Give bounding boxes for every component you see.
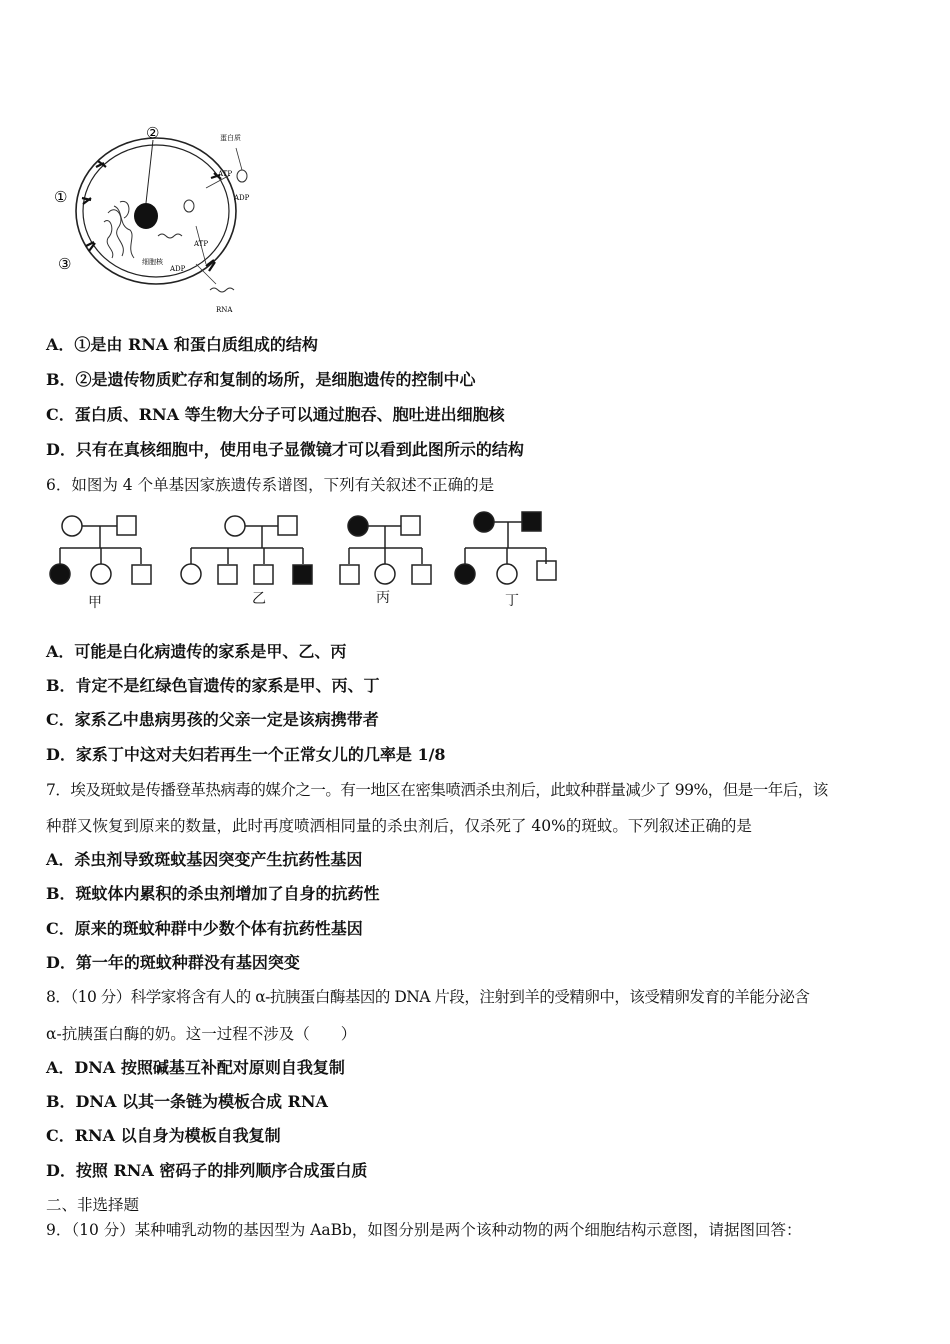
nucleolus — [134, 203, 158, 229]
q8-option-b: B．DNA 以其一条链为模板合成 RNA — [46, 1092, 328, 1111]
pedigree-label-jia: 甲 — [88, 595, 102, 611]
q8-option-c: C．RNA 以自身为模板自我复制 — [46, 1126, 281, 1145]
label-rna: RNA — [216, 306, 233, 314]
q5-option-d: D．只有在真核细胞中，使用电子显微镜才可以看到此图所示的结构 — [46, 440, 524, 459]
q8-option-a: A．DNA 按照碱基互补配对原则自我复制 — [46, 1058, 345, 1077]
q6-option-b: B．肯定不是红绿色盲遗传的家系是甲、丙、丁 — [46, 676, 380, 695]
q6-option-d: D．家系丁中这对夫妇若再生一个正常女儿的几率是 1/8 — [46, 745, 446, 764]
label-adp-2: ADP — [170, 265, 186, 273]
label-2: ② — [146, 124, 160, 142]
q8-option-d: D．按照 RNA 密码子的排列顺序合成蛋白质 — [46, 1161, 368, 1180]
q5-option-c: C．蛋白质、RNA 等生物大分子可以通过胞吞、胞吐进出细胞核 — [46, 405, 505, 424]
q6-option-a: A．可能是白化病遗传的家系是甲、乙、丙 — [46, 642, 347, 661]
label-protein: 蛋白质 — [220, 134, 241, 142]
q7-stem-line1: 7．埃及斑蚊是传播登革热病毒的媒介之一。有一地区在密集喷洒杀虫剂后，此蚊种群量减少了 99%，但是一年后，该 — [46, 781, 828, 799]
pedigree-label-ding: 丁 — [505, 593, 519, 609]
label-adp-1: ADP — [234, 194, 250, 202]
q7-option-a: A．杀虫剂导致斑蚊基因突变产生抗药性基因 — [46, 850, 363, 869]
label-atp-1: ATP — [218, 170, 233, 178]
q7-stem-line2: 种群又恢复到原来的数量，此时再度喷洒相同量的杀虫剂后，仅杀死了 40%的斑蚊。下列叙述正确的是 — [46, 817, 752, 835]
q5-option-a: A．①是由 RNA 和蛋白质组成的结构 — [46, 335, 318, 354]
label-atp-2: ATP — [194, 240, 209, 248]
pedigree-charts — [40, 505, 580, 615]
q8-stem-line2: α-抗胰蛋白酶的奶。这一过程不涉及（ ） — [46, 1025, 357, 1043]
nucleus-structure-figure — [46, 118, 276, 323]
q7-option-b: B．斑蚊体内累积的杀虫剂增加了自身的抗药性 — [46, 884, 380, 903]
pedigree-label-yi: 乙 — [252, 591, 266, 607]
q6-stem: 6．如图为 4 个单基因家族遗传系谱图，下列有关叙述不正确的是 — [46, 476, 495, 494]
label-3: ③ — [58, 255, 72, 273]
section-title: 二、非选择题 — [46, 1196, 140, 1214]
q7-option-c: C．原来的斑蚊种群中少数个体有抗药性基因 — [46, 919, 363, 938]
label-1: ① — [54, 188, 68, 206]
q6-option-c: C．家系乙中患病男孩的父亲一定是该病携带者 — [46, 710, 379, 729]
q7-option-d: D．第一年的斑蚊种群没有基因突变 — [46, 953, 300, 972]
q8-stem-line1: 8．（10 分）科学家将含有人的 α-抗胰蛋白酶基因的 DNA 片段，注射到羊的受精卵中，该受精卵发育的羊能分泌含 — [46, 988, 810, 1006]
q5-option-b: B．②是遗传物质贮存和复制的场所，是细胞遗传的控制中心 — [46, 370, 476, 389]
pedigree-label-bing: 丙 — [376, 590, 390, 606]
label-nucleolus-text: 细胞核 — [142, 258, 163, 266]
chromatin — [104, 201, 134, 258]
q9-stem: 9．（10 分）某种哺乳动物的基因型为 AaBb，如图分别是两个该种动物的两个细胞结构示意图，请据图回答： — [46, 1221, 802, 1239]
